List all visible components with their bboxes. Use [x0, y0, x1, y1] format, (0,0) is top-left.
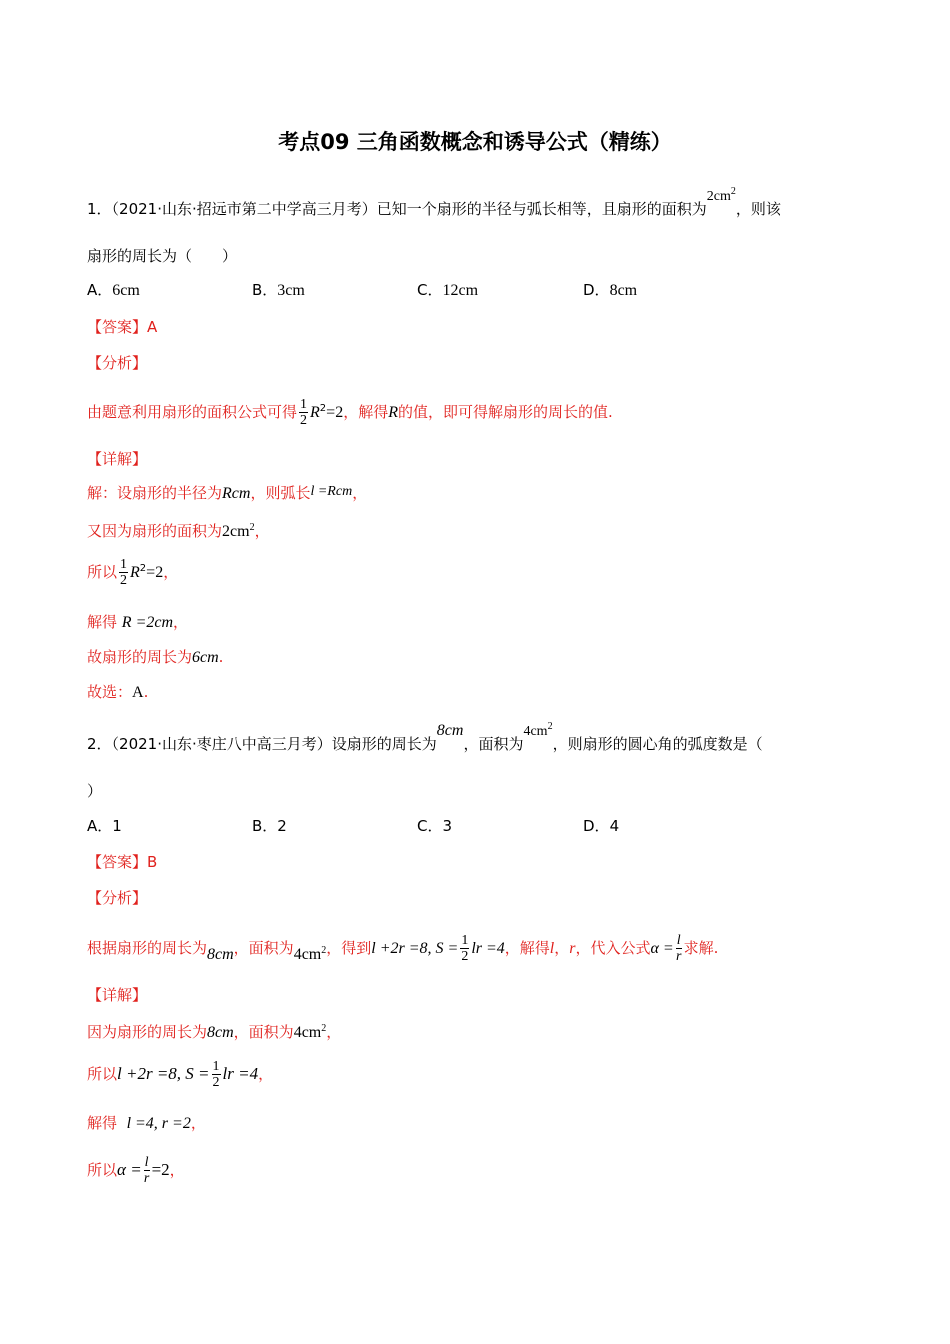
fraction-denominator: r — [143, 1171, 150, 1186]
option-b[interactable] — [252, 280, 305, 301]
option-value: 2 — [277, 817, 287, 835]
detail-line — [87, 552, 178, 590]
detail-text: 解得 — [87, 613, 118, 631]
option-c[interactable] — [417, 280, 478, 301]
detail-text: ， — [352, 484, 368, 502]
answer-value: A — [147, 318, 158, 336]
option-value: 12cm — [442, 282, 479, 299]
detail-text: ， — [163, 563, 179, 581]
math-expression: α = — [650, 940, 674, 957]
analysis-text-part: ， — [554, 939, 570, 957]
analysis-text-part: ，解得 — [343, 403, 389, 421]
answer-value: B — [147, 853, 158, 871]
option-c[interactable] — [417, 816, 452, 836]
math-variable: R — [310, 404, 320, 421]
fraction — [676, 933, 682, 964]
math-expression: =2 — [326, 404, 344, 421]
option-label: A． — [87, 817, 113, 835]
question-text: 设扇形的周长为 — [331, 735, 437, 753]
option-label: B． — [252, 281, 278, 299]
math-expression — [294, 946, 327, 963]
area-value: 4cm — [293, 1024, 322, 1041]
perimeter-value: 8cm — [436, 722, 464, 739]
question-1-stem-cont: 扇形的周长为（ ） — [87, 247, 238, 265]
analysis-text-part: ，解得 — [504, 939, 550, 957]
fraction-numerator: 1 — [461, 933, 469, 948]
question-number: 2． — [87, 735, 112, 753]
question-source: （2021·山东·枣庄八中高三月考） — [111, 735, 332, 753]
math-expression: lr =4 — [222, 1064, 259, 1083]
fraction-denominator: 2 — [300, 413, 308, 428]
question-2-stem — [87, 721, 763, 756]
detail-line — [87, 1148, 185, 1192]
area-value: 2cm — [706, 189, 731, 204]
math-expression: =2 — [151, 1160, 170, 1179]
math-variable: l — [549, 940, 555, 957]
fraction-numerator: 1 — [120, 557, 128, 572]
perimeter-value: 8cm — [207, 1024, 234, 1041]
detail-line — [87, 682, 148, 703]
detail-text: 故选： — [87, 683, 133, 701]
exponent: 2 — [319, 403, 327, 414]
fraction-denominator: r — [675, 949, 682, 964]
detail-text: 又因为扇形的面积为 — [87, 522, 223, 540]
math-expression: l +2r =8, S = — [371, 940, 459, 957]
detail-text: ， — [254, 522, 270, 540]
option-value: 3 — [442, 817, 453, 835]
analysis-text-part: ，面积为 — [233, 939, 294, 957]
detail-text: ， — [326, 1023, 342, 1041]
option-a[interactable] — [87, 280, 140, 301]
exponent: 2 — [321, 1023, 327, 1034]
option-value: 4 — [609, 817, 620, 835]
question-number: 1． — [87, 200, 112, 218]
math-expression: Rcm — [222, 485, 251, 502]
fraction — [299, 397, 308, 428]
option-value: 8cm — [609, 282, 638, 299]
option-label: B． — [252, 817, 278, 835]
option-label: A． — [87, 281, 113, 299]
option-value: 1 — [112, 817, 122, 835]
question-2-stem-cont: ） — [87, 782, 103, 800]
detail-line — [87, 612, 188, 633]
analysis-tag: 【分析】 — [87, 889, 148, 907]
question-text: ，则扇形的圆心角的弧度数是（ — [552, 735, 763, 753]
detail-text: 解得 — [87, 1114, 118, 1132]
detail-text: ，面积为 — [233, 1023, 294, 1041]
fraction — [144, 1155, 150, 1186]
math-variable: R — [130, 564, 140, 581]
math-expression: l +2r =8, S = — [117, 1064, 210, 1083]
option-label: D． — [583, 817, 610, 835]
answer-value: A — [132, 684, 144, 701]
detail-line — [87, 1113, 206, 1134]
option-label: C． — [417, 817, 443, 835]
analysis-text-part: ，代入公式 — [575, 939, 651, 957]
detail-text: ，则弧长 — [250, 484, 311, 502]
detail-text: ， — [190, 1114, 206, 1132]
detail-text: 故扇形的周长为 — [87, 648, 193, 666]
answer-line — [87, 852, 157, 872]
detail-tag: 【详解】 — [87, 986, 148, 1004]
analysis-text-part: 由题意利用扇形的面积公式可得 — [87, 403, 298, 421]
exponent: 2 — [321, 945, 327, 956]
option-label: C． — [417, 281, 443, 299]
detail-line — [87, 1019, 341, 1043]
exponent: 2 — [139, 563, 147, 574]
answer-tag: 【答案】 — [87, 318, 148, 336]
option-value: 6cm — [112, 282, 140, 299]
detail-text: 解：设扇形的半径为 — [87, 484, 223, 502]
math-expression — [222, 523, 255, 540]
area-value: 4cm — [293, 946, 322, 963]
page-title: 考点09 三角函数概念和诱导公式（精练） — [278, 130, 672, 154]
math-expression: l =4, r =2 — [126, 1115, 191, 1132]
math-expression: R =2cm — [121, 614, 174, 631]
area-value: 4cm — [523, 724, 548, 739]
detail-line — [87, 1054, 273, 1094]
option-value: 3cm — [277, 282, 305, 299]
math-expression: l =Rcm — [310, 484, 353, 499]
detail-text: ， — [169, 1161, 185, 1179]
fraction-numerator: l — [144, 1155, 149, 1170]
math-expression — [294, 1024, 327, 1041]
analysis-tag: 【分析】 — [87, 354, 148, 372]
question-text: ，面积为 — [463, 735, 524, 753]
exponent: 2 — [547, 721, 553, 732]
answer-tag: 【答案】 — [87, 853, 148, 871]
detail-text: . — [218, 648, 224, 666]
analysis-text-part: 的值，即可得解扇形的周长的值. — [398, 403, 613, 421]
exponent: 2 — [730, 186, 736, 197]
question-1-stem — [87, 186, 781, 221]
option-d[interactable] — [583, 280, 637, 301]
math-expression: α = — [117, 1160, 142, 1179]
detail-text: 因为扇形的周长为 — [87, 1023, 208, 1041]
analysis-text — [87, 392, 613, 430]
analysis-text — [87, 925, 718, 969]
math-expression: 6cm — [192, 649, 219, 666]
detail-text: 所以 — [87, 1065, 118, 1083]
question-text: ，则该 — [735, 200, 781, 218]
math-expression — [706, 186, 736, 204]
detail-line — [87, 483, 367, 505]
option-d[interactable] — [583, 816, 619, 836]
math-expression — [523, 721, 553, 739]
question-source: （2021·山东·招远市第二中学高三月考） — [111, 200, 377, 218]
fraction-numerator: l — [676, 933, 681, 948]
detail-text: ， — [258, 1065, 274, 1083]
fraction-numerator: 1 — [212, 1059, 220, 1074]
detail-text: 所以 — [87, 1161, 118, 1179]
detail-line — [87, 518, 270, 542]
fraction-denominator: 2 — [461, 949, 469, 964]
perimeter-value: 8cm — [207, 946, 234, 963]
analysis-text-part: ，得到 — [326, 939, 372, 957]
fraction-numerator: 1 — [300, 397, 308, 412]
math-variable: r — [569, 940, 576, 957]
analysis-text-part: 根据扇形的周长为 — [87, 939, 208, 957]
fraction — [212, 1059, 221, 1090]
detail-text: 所以 — [87, 563, 118, 581]
detail-text: . — [143, 683, 149, 701]
option-label: D． — [583, 281, 610, 299]
analysis-text-part: 求解. — [683, 939, 719, 957]
question-text: 已知一个扇形的半径与弧长相等，且扇形的面积为 — [376, 200, 707, 218]
math-expression: =2 — [146, 564, 164, 581]
detail-text: ， — [173, 613, 189, 631]
detail-line — [87, 647, 223, 668]
fraction — [119, 557, 128, 588]
option-a[interactable] — [87, 816, 122, 836]
fraction-denominator: 2 — [120, 573, 128, 588]
exponent: 2 — [249, 522, 255, 533]
fraction-denominator: 2 — [212, 1075, 220, 1090]
math-variable: R — [388, 404, 398, 421]
option-b[interactable] — [252, 816, 287, 836]
answer-line — [87, 317, 157, 337]
math-expression: lr =4 — [471, 940, 505, 957]
area-value: 2cm — [222, 523, 250, 540]
fraction — [460, 933, 469, 964]
detail-tag: 【详解】 — [87, 450, 148, 468]
